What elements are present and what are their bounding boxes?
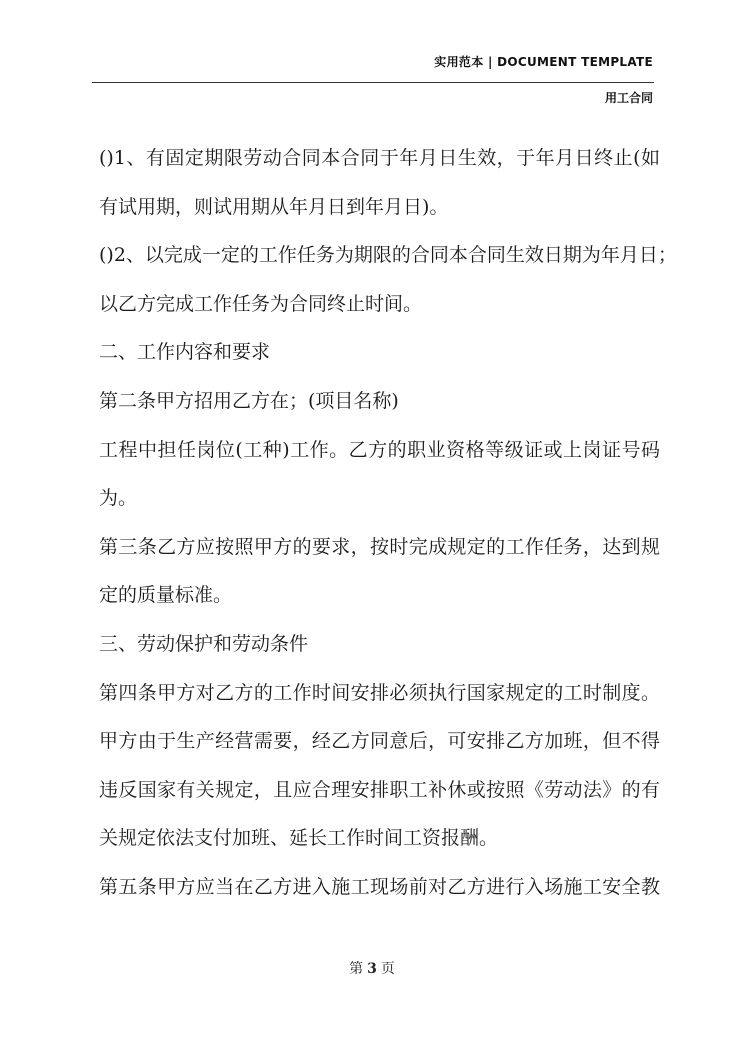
footer-suffix: 页 (380, 961, 395, 977)
body-line: 违反国家有关规定，且应合理安排职工补休或按照《劳动法》的有 (99, 778, 660, 801)
document-body (99, 140, 677, 918)
body-line: 甲方由于生产经营需要，经乙方同意后，可安排乙方加班，但不得 (99, 730, 660, 753)
body-line: ()1、有固定期限劳动合同本合同于年月日生效，于年月日终止(如 (99, 147, 660, 169)
body-line: 为。 (99, 487, 138, 510)
body-line: 有试用期，则试用期从年月日到年月日)。 (99, 195, 449, 218)
header-divider (92, 82, 654, 83)
header-subtitle: 用工合同 (604, 91, 653, 105)
body-line: 第三条乙方应按照甲方的要求，按时完成规定的工作任务，达到规 (99, 535, 660, 558)
body-line: 以乙方完成工作任务为合同终止时间。 (99, 292, 423, 315)
header-title: 实用范本 | DOCUMENT TEMPLATE (434, 55, 653, 69)
page-footer (0, 958, 744, 978)
body-line: 第二条甲方招用乙方在；(项目名称) (99, 389, 399, 412)
section-heading: 二、工作内容和要求 (99, 341, 271, 364)
body-line: 第五条甲方应当在乙方进入施工现场前对乙方进行入场施工安全教 (99, 875, 660, 898)
body-line: ()2、以完成一定的工作任务为期限的合同本合同生效日期为年月日； (99, 244, 677, 267)
body-line: 定的质量标准。 (99, 584, 233, 607)
footer-prefix: 第 (349, 961, 364, 977)
body-line: 工程中担任岗位(工种)工作。乙方的职业资格等级证或上岗证号码 (99, 438, 660, 461)
body-line: 关规定依法支付加班、延长工作时间工资报酬。 (99, 827, 499, 850)
body-line: 第四条甲方对乙方的工作时间安排必须执行国家规定的工时制度。 (99, 681, 660, 704)
section-heading: 三、劳动保护和劳动条件 (99, 632, 309, 655)
page-number: 3 (367, 961, 377, 977)
